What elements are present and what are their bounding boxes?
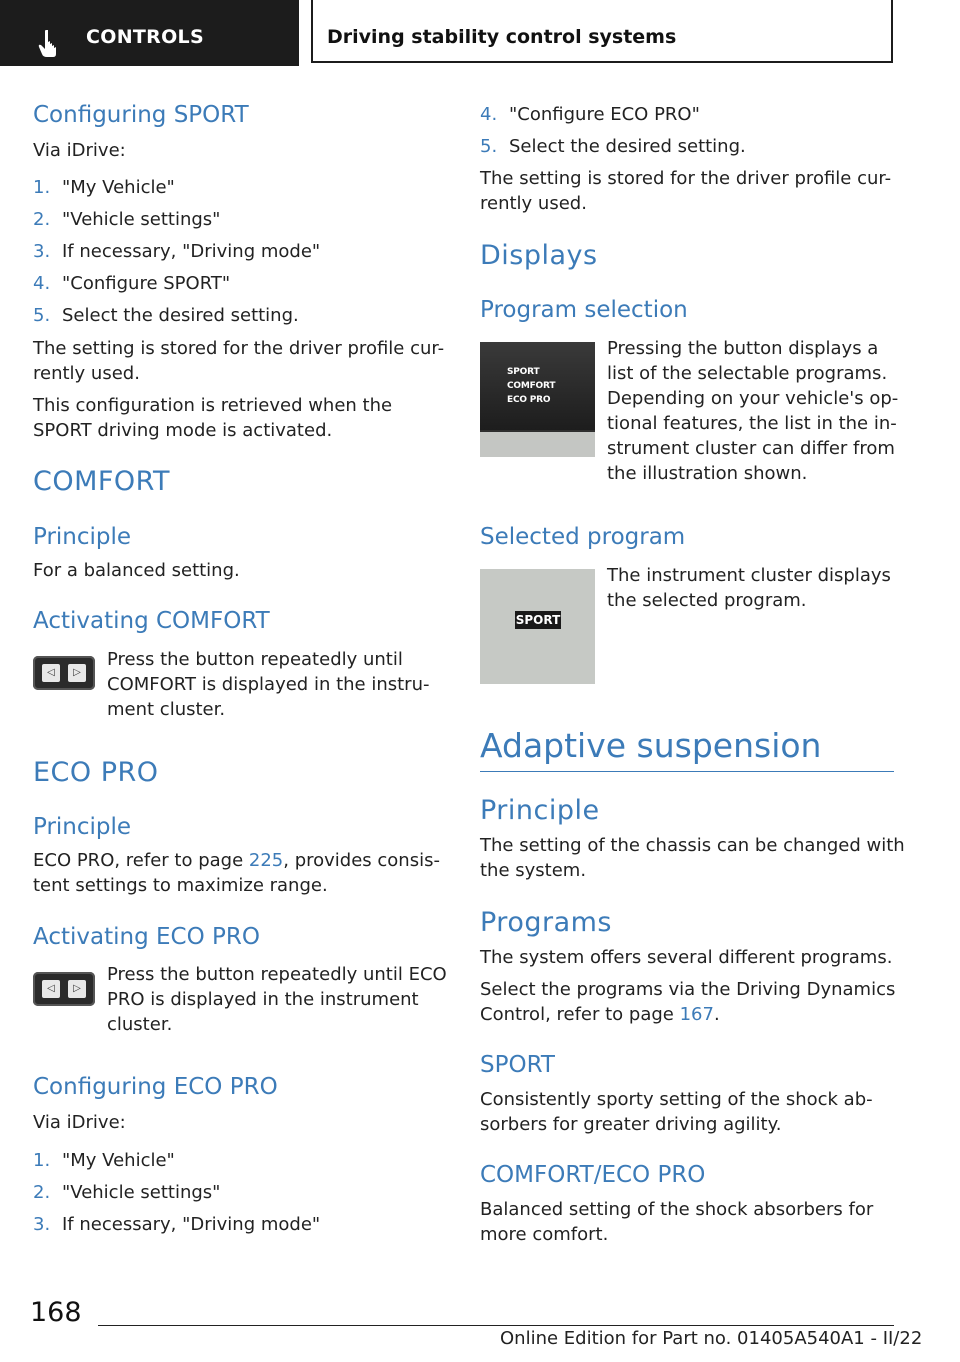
heading-sport: SPORT [480, 1052, 555, 1078]
left-arrow-icon: ◁ [42, 980, 60, 998]
step-text: "Configure SPORT" [62, 273, 231, 294]
paragraph-line: cluster. [107, 1014, 173, 1035]
heading-activating-comfort: Activating COMFORT [33, 608, 270, 634]
paragraph-line: tent settings to maximize range. [33, 875, 328, 896]
step-text: Select the desired setting. [509, 136, 746, 157]
heading-programs: Programs [480, 907, 612, 938]
hand-pointer-icon [36, 28, 66, 58]
heading-principle: Principle [480, 795, 600, 826]
step-text: If necessary, "Driving mode" [62, 1214, 321, 1235]
step-number: 1. [33, 177, 51, 198]
header-title: Driving stability control systems [327, 26, 677, 48]
selected-program-badge: SPORT [515, 613, 561, 627]
step-text: Select the desired setting. [62, 305, 299, 326]
footer-divider [98, 1325, 894, 1326]
driving-mode-button-image [33, 656, 95, 690]
paragraph-line: SPORT driving mode is activated. [33, 420, 333, 441]
heading-principle: Principle [33, 524, 132, 550]
program-option: SPORT [507, 367, 540, 377]
via-idrive-text: Via iDrive: [33, 140, 126, 161]
paragraph-line: Press the button repeatedly until [107, 649, 403, 670]
step-text: If necessary, "Driving mode" [62, 241, 321, 262]
step-text: "My Vehicle" [62, 177, 175, 198]
paragraph-line: tional features, the list in the in- [607, 413, 897, 434]
heading-selected-program: Selected program [480, 524, 686, 550]
step-number: 2. [33, 209, 51, 230]
paragraph-line: more comfort. [480, 1224, 609, 1245]
paragraph-line: Consistently sporty setting of the shock ab- [480, 1089, 873, 1110]
program-selection-image [480, 342, 595, 457]
step-text: "Vehicle settings" [62, 209, 221, 230]
via-idrive-text: Via iDrive: [33, 1112, 126, 1133]
heading-configuring-eco-pro: Configuring ECO PRO [33, 1074, 278, 1100]
step-text: "Configure ECO PRO" [509, 104, 700, 125]
paragraph-line: the illustration shown. [607, 463, 808, 484]
paragraph-line: Press the button repeatedly until ECO [107, 964, 447, 985]
step-text: "Vehicle settings" [62, 1182, 221, 1203]
heading-comfort: COMFORT [33, 466, 170, 497]
paragraph-line: The setting is stored for the driver profile cur- [33, 338, 445, 359]
paragraph-line: PRO is displayed in the instrument [107, 989, 419, 1010]
page-number: 168 [30, 1297, 82, 1328]
header-section-label: CONTROLS [86, 26, 204, 48]
step-number: 4. [33, 273, 51, 294]
paragraph-line: list of the selectable programs. [607, 363, 888, 384]
step-text: "My Vehicle" [62, 1150, 175, 1171]
paragraph-line: ment cluster. [107, 699, 226, 720]
step-number: 1. [33, 1150, 51, 1171]
paragraph-line: sorbers for greater driving agility. [480, 1114, 782, 1135]
paragraph-line: Balanced setting of the shock absorbers for [480, 1199, 874, 1220]
paragraph-line: the selected program. [607, 590, 807, 611]
heading-principle: Principle [33, 814, 132, 840]
step-number: 3. [33, 1214, 51, 1235]
paragraph-line: Pressing the button displays a [607, 338, 879, 359]
paragraph-line: This configuration is retrieved when the [33, 395, 393, 416]
paragraph-line: Control, refer to page 167. [480, 1004, 720, 1025]
heading-program-selection: Program selection [480, 297, 688, 323]
paragraph-line: The system offers several different programs. [480, 947, 893, 968]
right-arrow-icon: ▷ [68, 980, 86, 998]
driving-mode-button-image [33, 972, 95, 1006]
left-arrow-icon: ◁ [42, 664, 60, 682]
paragraph-line: Depending on your vehicle's op- [607, 388, 899, 409]
step-number: 3. [33, 241, 51, 262]
heading-displays: Displays [480, 240, 598, 271]
paragraph-line: COMFORT is displayed in the instru- [107, 674, 430, 695]
step-number: 2. [33, 1182, 51, 1203]
program-option: ECO PRO [507, 395, 551, 405]
paragraph-line: rently used. [33, 363, 140, 384]
program-option: COMFORT [507, 381, 556, 391]
paragraph-line: For a balanced setting. [33, 560, 240, 581]
paragraph-line: rently used. [480, 193, 587, 214]
paragraph-line: The setting is stored for the driver profile cur- [480, 168, 892, 189]
step-number: 5. [480, 136, 498, 157]
paragraph-line: Select the programs via the Driving Dynamics [480, 979, 896, 1000]
footer-edition: Online Edition for Part no. 01405A540A1 - II/22 [500, 1328, 923, 1349]
paragraph-line: The instrument cluster displays [607, 565, 891, 586]
right-arrow-icon: ▷ [68, 664, 86, 682]
page-link-225[interactable]: 225 [248, 850, 284, 871]
section-divider [480, 771, 894, 772]
step-number: 4. [480, 104, 498, 125]
heading-activating-eco-pro: Activating ECO PRO [33, 924, 260, 950]
paragraph-line: the system. [480, 860, 587, 881]
step-number: 5. [33, 305, 51, 326]
heading-eco-pro: ECO PRO [33, 757, 159, 788]
paragraph-line: ECO PRO, refer to page 225, provides consis- [33, 850, 440, 871]
page-link-167[interactable]: 167 [679, 1004, 714, 1025]
selected-program-image [480, 569, 595, 684]
heading-configuring-sport: Configuring SPORT [33, 102, 249, 128]
paragraph-line: The setting of the chassis can be changed with [480, 835, 905, 856]
heading-comfort-eco-pro: COMFORT/ECO PRO [480, 1162, 706, 1188]
heading-adaptive-suspension: Adaptive suspension [480, 726, 822, 765]
paragraph-line: strument cluster can differ from [607, 438, 895, 459]
